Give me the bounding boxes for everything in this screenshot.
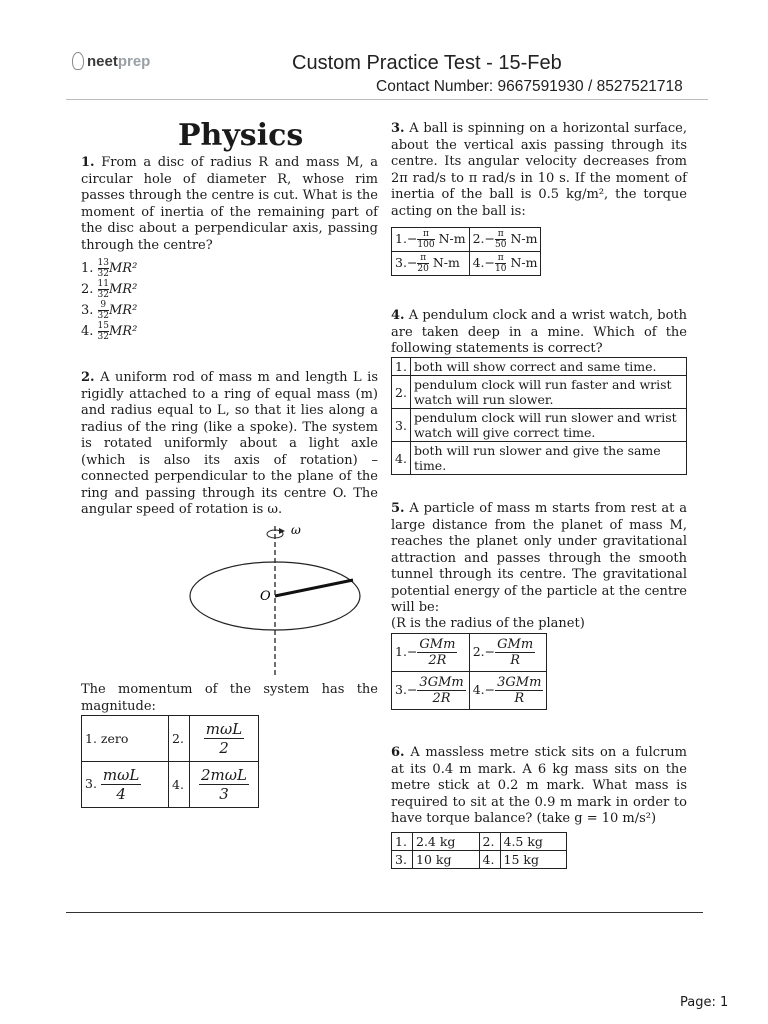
rod-spoke [275,580,353,596]
page-number: Page: 1 [680,995,729,1010]
option-4[interactable]: both will run slower and give the same time. [410,442,686,475]
question-number: 3. [391,121,405,136]
option-2[interactable]: pendulum clock will run faster and wrist watch will run slower. [410,376,686,409]
question-5-options [391,633,547,710]
option-3[interactable]: 3. $\frac{\text{mωL}}{4}$ [82,762,169,808]
question-text: From a disc of radius R and mass M, a circular hole of diameter R, whose rim passes through the centre is cut. What is the moment of inertia of the remaining part of the disc about a perpendicular axis, passing through the centre? [81,155,378,253]
header-divider [66,99,708,100]
option-4[interactable]: 15 kg [500,851,567,869]
question-text: A uniform rod of mass m and length L is rigidly attached to a ring of equal mass (m) and radius equal to L, so that it lies along a radius of the ring (like a spoke). The system is rotated uniformly about a light axle (which is also its axis of rotation) – connected perpendicular to the plane of the ring and passing through its centre O. The angular speed of rotation is ω. [81,370,378,517]
option-4[interactable]: 4.− $\frac{\pi}{10}$ N-m [469,252,541,276]
option-2-label: 2. [169,716,190,762]
contact-number: Contact Number: 9667591930 / 8527521718 [376,78,683,95]
option-3-label: 3. [392,409,411,442]
option-3[interactable]: 10 kg [413,851,480,869]
logo-prep-text: prep [117,53,151,70]
question-text: A pendulum clock and a wrist watch, both are taken deep in a mine. Which of the following statements is correct? [391,308,687,356]
option-3[interactable]: pendulum clock will run slower and wrist watch will give correct time. [410,409,686,442]
option-4-label: 4. [169,762,190,808]
option-1-label: 1. [392,358,411,376]
option-1[interactable]: 2.4 kg [413,833,480,851]
footer-divider [66,912,703,913]
option-2[interactable]: $\frac{\text{mωL}}{2}$ [190,716,259,762]
question-3 [391,121,687,220]
option-4[interactable]: 4. $\frac{15}{32}$ MR² [81,321,138,342]
question-number: 1. [81,155,95,170]
option-1[interactable]: 1. $\frac{13}{32}$ MR² [81,258,138,279]
ring-rod-figure [185,520,365,680]
question-text: A massless metre stick sits on a fulcrum at its 0.4 m mark. A 6 kg mass sits on the metre stick at 0.2 m mark. What mass is required to sit at the 0.9 m mark in order to have torque balance? (take g = 10 m/s²) [391,745,687,826]
option-2-label: 2. [392,376,411,409]
question-number: 5. [391,501,405,516]
question-1 [81,155,378,254]
test-title: Custom Practice Test - 15-Feb [292,52,562,74]
logo-neet-text: neet [87,53,118,70]
question-4-options [391,357,687,475]
question-2 [81,370,378,519]
question-text: A particle of mass m starts from rest at a large distance from the planet of mass M, reaches the planet only under gravitational attraction and passes through the smooth tunnel through its centre. The gravitational potential energy of the particle at the centre will be: [391,501,687,615]
option-2[interactable]: 2. $\frac{11}{32}$ MR² [81,279,138,300]
question-6-options [391,832,567,869]
option-4-label: 4. [392,442,411,475]
question-6 [391,745,687,828]
origin-label: O [260,589,271,604]
option-3[interactable]: 3.− $\frac{\pi}{20}$ N-m [392,252,470,276]
option-2[interactable]: 2.− $\frac{\text{GMm}}{R}$ [469,634,547,672]
option-1[interactable]: both will show correct and same time. [410,358,686,376]
option-4-label: 4. [479,851,500,869]
option-1-label: 1. [392,833,413,851]
option-2[interactable]: 2.− $\frac{\pi}{50}$ N-m [469,228,541,252]
option-1[interactable]: 1. zero [82,716,169,762]
neetprep-logo [72,52,150,70]
question-text: A ball is spinning on a horizontal surface, about the vertical axis passing through its centre. Its angular velocity decreases from 2π rad/s to π rad/s in 10 s. If the moment of inertia of the ball is 0.5 kg/m², the torque acting on the ball is: [391,121,687,219]
subject-heading: Physics [178,118,304,153]
question-number: 4. [391,308,405,323]
question-5-note: (R is the radius of the planet) [391,616,585,631]
logo-mark-icon [72,52,84,70]
option-1[interactable]: 1.− $\frac{\text{GMm}}{2R}$ [392,634,470,672]
omega-label: ω [291,523,301,537]
question-2-stem-continued: The momentum of the system has the magnitude: [81,682,378,714]
option-3-label: 3. [392,851,413,869]
option-2[interactable]: 4.5 kg [500,833,567,851]
question-4 [391,308,687,358]
question-5 [391,501,687,617]
option-3[interactable]: 3. $\frac{9}{32}$ MR² [81,300,138,321]
question-number: 2. [81,370,95,385]
option-3[interactable]: 3.− $\frac{\text{3GMm}}{2R}$ [392,672,470,710]
option-1[interactable]: 1.− $\frac{\pi}{100}$ N-m [392,228,470,252]
question-3-options [391,227,541,276]
question-1-options [81,258,137,342]
option-2-label: 2. [479,833,500,851]
rotation-arrowhead [279,528,285,534]
option-4[interactable]: 4.− $\frac{\text{3GMm}}{R}$ [469,672,547,710]
question-2-options [81,715,259,808]
option-4[interactable]: $\frac{\text{2mωL}}{3}$ [190,762,259,808]
question-number: 6. [391,745,405,760]
